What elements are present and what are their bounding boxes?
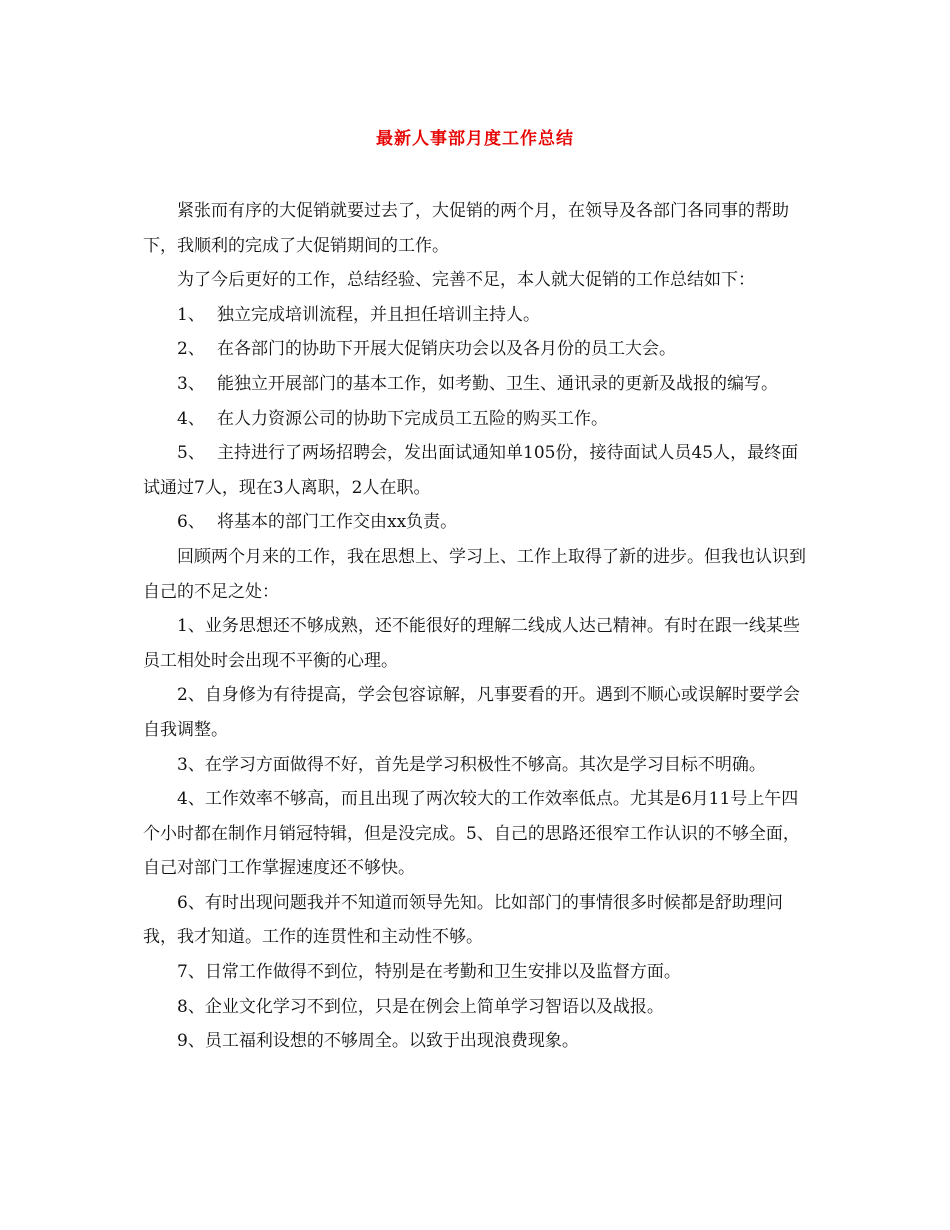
item-text: 在各部门的协助下开展大促销庆功会以及各月份的员工大会。 bbox=[217, 339, 676, 360]
item-text: 在人力资源公司的协助下完成员工五险的购买工作。 bbox=[217, 408, 608, 429]
shortcoming-item: 7、日常工作做得不到位，特别是在考勤和卫生安排以及监督方面。 bbox=[177, 962, 681, 983]
shortcoming-item: 3、在学习方面做得不好，首先是学习积极性不够高。其次是学习目标不明确。 bbox=[177, 754, 766, 775]
achievement-item bbox=[143, 367, 813, 402]
shortcoming-item: 8、企业文化学习不到位，只是在例会上简单学习智语以及战报。 bbox=[177, 996, 664, 1017]
item-number: 6、 bbox=[177, 512, 205, 533]
item-number: 4、 bbox=[177, 408, 205, 429]
item-number: 1、 bbox=[177, 304, 205, 325]
item-text: 主持进行了两场招聘会，发出面试通知单105份，接待面试人员45人，最终面试通过7人，现在3人离职，2人在职。 bbox=[143, 443, 799, 498]
intro-paragraph: 为了今后更好的工作，总结经验、完善不足，本人就大促销的工作总结如下： bbox=[177, 270, 755, 291]
item-number: 5、 bbox=[177, 443, 205, 464]
shortcoming-item: 1、业务思想还不够成熟，还不能很好的理解二线成人达己精神。有时在跟一线某些员工相处时会出现不平衡的心理。 bbox=[143, 616, 800, 671]
achievement-item bbox=[143, 436, 813, 505]
document-title: 最新人事部月度工作总结 bbox=[376, 129, 574, 149]
item-text: 能独立开展部门的基本工作，如考勤、卫生、通讯录的更新及战报的编写。 bbox=[217, 373, 778, 394]
achievement-item bbox=[143, 505, 813, 540]
shortcoming-item: 4、工作效率不够高，而且出现了两次较大的工作效率低点。尤其是6月11号上午四个小时都在制作月销冠特辑，但是没完成。5、自己的思路还很窄工作认识的不够全面，自己对部门工作掌握速度还不够快。 bbox=[143, 789, 800, 879]
achievement-item bbox=[143, 402, 813, 437]
item-number: 3、 bbox=[177, 373, 205, 394]
shortcoming-item: 9、员工福利设想的不够周全。以致于出现浪费现象。 bbox=[177, 1031, 579, 1052]
document-body bbox=[143, 194, 813, 1059]
item-text: 独立完成培训流程，并且担任培训主持人。 bbox=[217, 304, 540, 325]
shortcoming-item: 2、自身修为有待提高，学会包容谅解，凡事要看的开。遇到不顺心或误解时要学会自我调整。 bbox=[143, 685, 800, 740]
intro-paragraph: 紧张而有序的大促销就要过去了，大促销的两个月，在领导及各部门各同事的帮助下，我顺利的完成了大促销期间的工作。 bbox=[143, 201, 789, 256]
review-paragraph: 回顾两个月来的工作，我在思想上、学习上、工作上取得了新的进步。但我也认识到自己的不足之处： bbox=[143, 546, 806, 602]
shortcoming-item: 6、有时出现问题我并不知道而领导先知。比如部门的事情很多时候都是舒助理问我，我才知道。工作的连贯性和主动性不够。 bbox=[143, 892, 783, 948]
item-number: 2、 bbox=[177, 339, 205, 360]
achievement-item bbox=[143, 298, 813, 333]
achievement-item bbox=[143, 332, 813, 367]
item-text: 将基本的部门工作交由xx负责。 bbox=[217, 512, 458, 533]
